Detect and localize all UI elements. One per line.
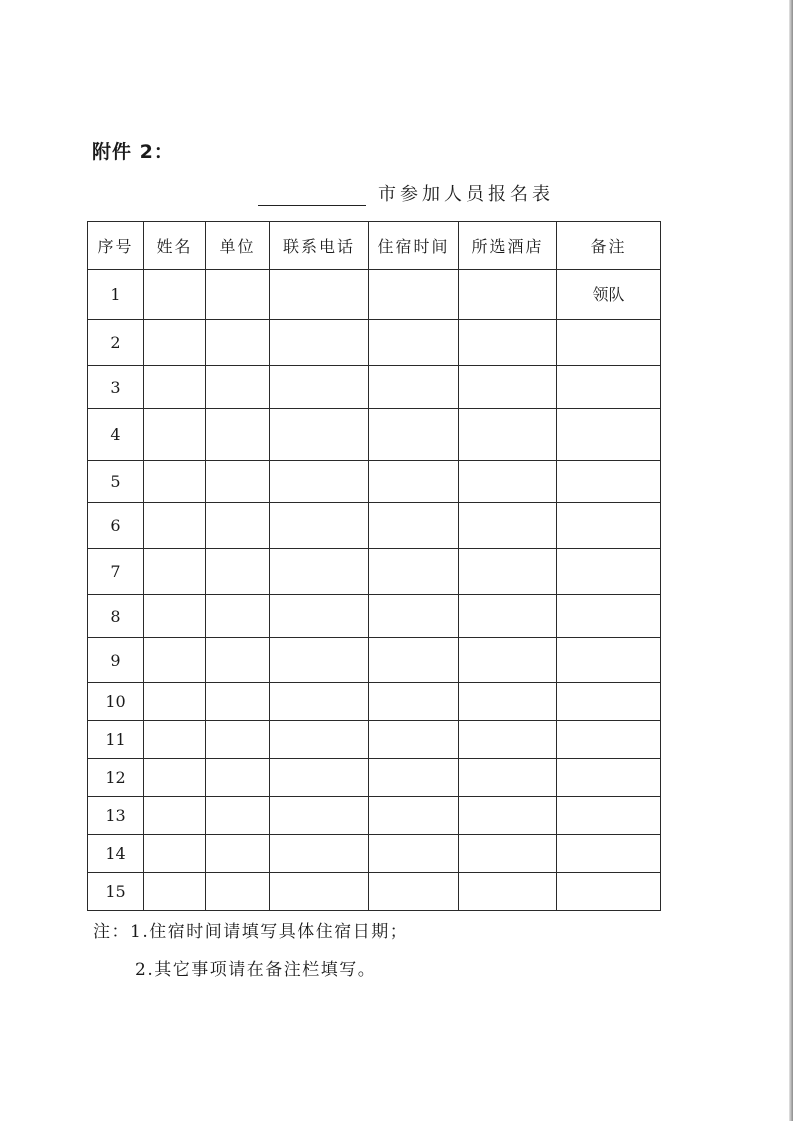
header-hotel: 所选酒店 [459,222,557,270]
attachment-label: 附件 2： [92,141,174,163]
remark-cell[interactable] [557,409,661,461]
remark-cell[interactable] [557,638,661,683]
seq-cell: 4 [88,409,144,461]
remark-cell[interactable] [557,873,661,911]
remark-cell[interactable] [557,835,661,873]
stay-time-cell[interactable] [369,549,459,595]
name-cell[interactable] [144,366,206,409]
remark-cell[interactable] [557,320,661,366]
header-phone: 联系电话 [270,222,369,270]
unit-cell[interactable] [206,320,270,366]
phone-cell[interactable] [270,503,369,549]
header-row [88,222,661,270]
unit-cell[interactable] [206,461,270,503]
phone-cell[interactable] [270,461,369,503]
table-row [88,366,661,409]
table-row [88,595,661,638]
form-title: 市参加人员报名表 [378,184,554,205]
table-row [88,549,661,595]
scan-edge-shadow [789,0,793,1121]
city-blank-line[interactable] [258,183,366,206]
stay-time-cell[interactable] [369,409,459,461]
name-cell[interactable] [144,595,206,638]
name-cell[interactable] [144,873,206,911]
unit-cell[interactable] [206,409,270,461]
name-cell[interactable] [144,320,206,366]
unit-cell[interactable] [206,595,270,638]
unit-cell[interactable] [206,549,270,595]
phone-cell[interactable] [270,595,369,638]
stay-time-cell[interactable] [369,270,459,320]
table-row [88,721,661,759]
unit-cell[interactable] [206,759,270,797]
phone-cell[interactable] [270,409,369,461]
phone-cell[interactable] [270,549,369,595]
name-cell[interactable] [144,409,206,461]
seq-cell: 3 [88,366,144,409]
hotel-cell[interactable] [459,638,557,683]
remark-cell[interactable] [557,461,661,503]
name-cell[interactable] [144,503,206,549]
header-remark: 备注 [557,222,661,270]
table-row [88,835,661,873]
stay-time-cell[interactable] [369,683,459,721]
seq-cell: 6 [88,503,144,549]
remark-cell[interactable] [557,797,661,835]
phone-cell[interactable] [270,797,369,835]
name-cell[interactable] [144,638,206,683]
hotel-cell[interactable] [459,409,557,461]
table-row [88,797,661,835]
remark-cell[interactable] [557,759,661,797]
name-cell[interactable] [144,461,206,503]
note-line-1: 注：1.住宿时间请填写具体住宿日期； [93,922,409,942]
name-cell[interactable] [144,270,206,320]
stay-time-cell[interactable] [369,320,459,366]
unit-cell[interactable] [206,366,270,409]
table-row [88,759,661,797]
hotel-cell[interactable] [459,797,557,835]
table-row [88,320,661,366]
remark-cell[interactable] [557,549,661,595]
seq-cell: 11 [88,721,144,759]
name-cell[interactable] [144,759,206,797]
stay-time-cell[interactable] [369,461,459,503]
header-name: 姓名 [144,222,206,270]
seq-cell: 10 [88,683,144,721]
seq-cell: 5 [88,461,144,503]
seq-cell: 1 [88,270,144,320]
note-line-2: 2.其它事项请在备注栏填写。 [135,960,377,980]
hotel-cell[interactable] [459,873,557,911]
table-row [88,409,661,461]
table-row [88,503,661,549]
hotel-cell[interactable] [459,549,557,595]
seq-cell: 9 [88,638,144,683]
phone-cell[interactable] [270,683,369,721]
form-title-row [258,176,554,206]
table-row [88,683,661,721]
phone-cell[interactable] [270,638,369,683]
remark-cell[interactable] [557,683,661,721]
name-cell[interactable] [144,797,206,835]
name-cell[interactable] [144,721,206,759]
unit-cell[interactable] [206,835,270,873]
seq-cell: 7 [88,549,144,595]
phone-cell[interactable] [270,759,369,797]
registration-table [87,221,661,911]
hotel-cell[interactable] [459,320,557,366]
table-row [88,270,661,320]
hotel-cell[interactable] [459,503,557,549]
notes [93,920,408,982]
seq-cell: 12 [88,759,144,797]
phone-cell[interactable] [270,270,369,320]
unit-cell[interactable] [206,683,270,721]
table-row [88,461,661,503]
table-body [88,270,661,911]
header-seq: 序号 [88,222,144,270]
unit-cell[interactable] [206,721,270,759]
seq-cell: 8 [88,595,144,638]
remark-cell[interactable] [557,595,661,638]
name-cell[interactable] [144,835,206,873]
phone-cell[interactable] [270,835,369,873]
name-cell[interactable] [144,549,206,595]
hotel-cell[interactable] [459,270,557,320]
stay-time-cell[interactable] [369,595,459,638]
stay-time-cell[interactable] [369,835,459,873]
remark-cell[interactable] [557,366,661,409]
remark-cell[interactable] [557,721,661,759]
hotel-cell[interactable] [459,835,557,873]
hotel-cell[interactable] [459,759,557,797]
seq-cell: 14 [88,835,144,873]
name-cell[interactable] [144,683,206,721]
phone-cell[interactable] [270,721,369,759]
phone-cell[interactable] [270,366,369,409]
table-row [88,638,661,683]
unit-cell[interactable] [206,638,270,683]
hotel-cell[interactable] [459,461,557,503]
unit-cell[interactable] [206,873,270,911]
unit-cell[interactable] [206,270,270,320]
seq-cell: 13 [88,797,144,835]
unit-cell[interactable] [206,797,270,835]
hotel-cell[interactable] [459,721,557,759]
header-stay-time: 住宿时间 [369,222,459,270]
stay-time-cell[interactable] [369,797,459,835]
hotel-cell[interactable] [459,683,557,721]
stay-time-cell[interactable] [369,873,459,911]
stay-time-cell[interactable] [369,759,459,797]
seq-cell: 15 [88,873,144,911]
header-unit: 单位 [206,222,270,270]
unit-cell[interactable] [206,503,270,549]
phone-cell[interactable] [270,873,369,911]
remark-cell[interactable]: 领队 [557,270,661,320]
hotel-cell[interactable] [459,595,557,638]
seq-cell: 2 [88,320,144,366]
table-row [88,873,661,911]
stay-time-cell[interactable] [369,366,459,409]
stay-time-cell[interactable] [369,503,459,549]
stay-time-cell[interactable] [369,721,459,759]
hotel-cell[interactable] [459,366,557,409]
phone-cell[interactable] [270,320,369,366]
stay-time-cell[interactable] [369,638,459,683]
remark-cell[interactable] [557,503,661,549]
